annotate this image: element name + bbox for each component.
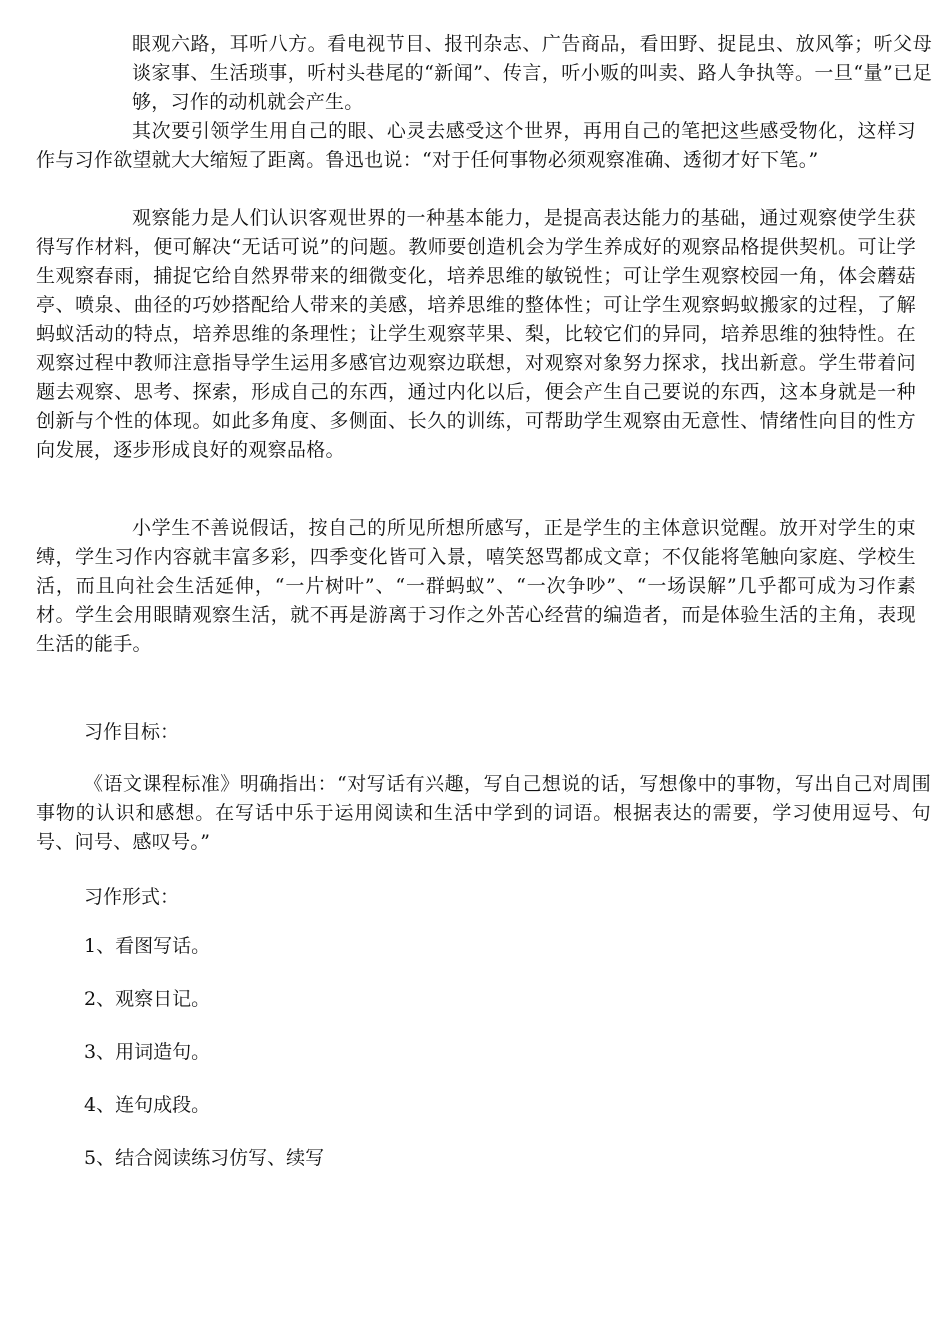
form-list <box>84 932 324 1197</box>
paragraph-observe-senses: 眼观六路，耳听八方。看电视节目、报刊杂志、广告商品，看田野、捉昆虫、放风筝；听父母谈家事、生活琐事，听村头巷尾的“新闻”、传言，听小贩的叫卖、路人争执等。一旦“量”已足够，习作的动机就会产生。 <box>132 33 932 113</box>
paragraph-perceive-world: 其次要引领学生用自己的眼、心灵去感受这个世界，再用自己的笔把这些感受物化，这样习作与习作欲望就大大缩短了距离。鲁迅也说：“对于任何事物必须观察准确、透彻才好下笔。” <box>36 120 916 171</box>
paragraph-observation-ability: 观察能力是人们认识客观世界的一种基本能力，是提高表达能力的基础，通过观察使学生获得写作材料，便可解决“无话可说”的问题。教师要创造机会为学生养成好的观察品格提供契机。可让学生观察春雨，捕捉它给自然界带来的细微变化，培养思维的敏锐性；可让学生观察校园一角，体会蘑菇亭、喷泉、曲径的巧妙搭配给人带来的美感，培养思维的整体性；可让学生观察蚂蚁搬家的过程，了解蚂蚁活动的特点，培养思维的条理性；让学生观察苹果、梨，比较它们的异同，培养思维的独特性。在观察过程中教师注意指导学生运用多感官边观察边联想，对观察对象努力探求，找出新意。学生带着问题去观察、思考、探索，形成自己的东西，通过内化以后，便会产生自己要说的东西，这本身就是一种创新与个性的体现。如此多角度、多侧面、长久的训练，可帮助学生观察由无意性、情绪性向目的性方向发展，逐步形成良好的观察品格。 <box>36 207 916 461</box>
form-heading: 习作形式： <box>84 886 180 908</box>
list-item: 2、观察日记。 <box>84 988 211 1010</box>
paragraph-student-subjectivity: 小学生不善说假话，按自己的所见所想所感写，正是学生的主体意识觉醒。放开对学生的束缚，学生习作内容就丰富多彩，四季变化皆可入景，嘻笑怒骂都成文章；不仅能将笔触向家庭、学校生活，而且向社会生活延伸，“一片树叶”、“一群蚂蚁”、“一次争吵”、“一场误解”几乎都可成为习作素材。学生会用眼睛观察生活，就不再是游离于习作之外苦心经营的编造者，而是体验生活的主角，表现生活的能手。 <box>36 517 916 655</box>
list-item: 3、用词造句。 <box>84 1041 211 1063</box>
goal-heading: 习作目标： <box>84 721 180 743</box>
list-item: 1、看图写话。 <box>84 935 211 957</box>
paragraph-curriculum-standard: 《语文课程标准》明确指出：“对写话有兴趣，写自己想说的话，写想像中的事物，写出自己对周围事物的认识和感想。在写话中乐于运用阅读和生活中学到的词语。根据表达的需要，学习使用逗号、句号、问号、感叹号。” <box>36 773 931 853</box>
list-item: 5、结合阅读练习仿写、续写 <box>84 1147 325 1169</box>
list-item: 4、连句成段。 <box>84 1094 211 1116</box>
